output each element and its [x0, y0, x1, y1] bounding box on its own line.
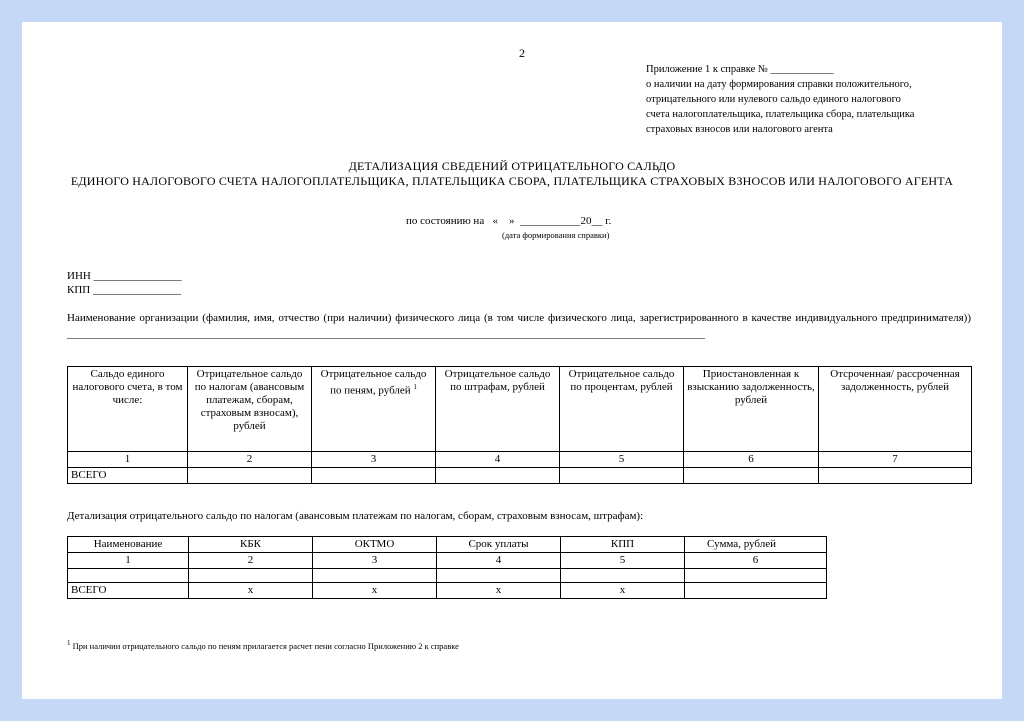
document-title-line-2: ЕДИНОГО НАЛОГОВОГО СЧЕТА НАЛОГОПЛАТЕЛЬЩИКА, ПЛАТЕЛЬЩИКА СБОРА, ПЛАТЕЛЬЩИКА СТРАХОВЫХ ВЗНОСОВ ИЛИ НАЛОГОВОГО АГЕНТА: [70, 174, 954, 188]
column-number: 5: [561, 553, 685, 569]
header-cell: Сальдо единого налогового счета, в том числе:: [68, 367, 188, 452]
header-cell: КПП: [561, 537, 685, 553]
table-header-row: [68, 367, 972, 452]
column-number: 7: [819, 452, 972, 468]
footnote-mark: 1: [67, 639, 71, 647]
header-cell: [312, 367, 436, 452]
column-number: 5: [560, 452, 684, 468]
column-number: 2: [189, 553, 313, 569]
detail-subtitle: Детализация отрицательного сальдо по налогам (авансовым платежам по налогам, сборам, страховым взносам, штрафам):: [67, 510, 644, 522]
as-of-date: по состоянию на « » ___________20__ г.: [406, 215, 612, 227]
table-cell: [684, 468, 819, 484]
header-cell: Отрицательное сальдо по налогам (авансовым платежам, сборам, страховым взносам), рублей: [188, 367, 312, 452]
column-number-row: [68, 452, 972, 468]
table-cell: [313, 569, 437, 583]
header-cell: Отсроченная/ рассроченная задолженность, рублей: [819, 367, 972, 452]
appendix-line-3: отрицательного или нулевого сальдо единого налогового: [646, 94, 901, 105]
table-cell: [188, 468, 312, 484]
na-mark: х: [313, 583, 437, 599]
table-cell: [819, 468, 972, 484]
document-title-line-1: ДЕТАЛИЗАЦИЯ СВЕДЕНИЙ ОТРИЦАТЕЛЬНОГО САЛЬДО: [348, 159, 676, 173]
header-cell: ОКТМО: [313, 537, 437, 553]
appendix-line-5: страховых взносов или налогового агента: [646, 124, 833, 135]
column-number: 2: [188, 452, 312, 468]
header-cell: [685, 537, 827, 553]
page-number: 2: [519, 46, 525, 60]
column-number: 6: [685, 553, 827, 569]
column-number: 3: [312, 452, 436, 468]
inn-field: ИНН ________________: [67, 270, 182, 282]
column-number: 4: [437, 553, 561, 569]
table-cell: [685, 583, 827, 599]
header-cell: Срок уплаты: [437, 537, 561, 553]
table-cell: [437, 569, 561, 583]
appendix-note: [646, 62, 976, 137]
table-row: [68, 569, 827, 583]
appendix-line-4: счета налогоплательщика, плательщика сбора, плательщика: [646, 109, 915, 120]
total-label: ВСЕГО: [68, 583, 189, 599]
na-mark: х: [189, 583, 313, 599]
header-cell: Наименование: [68, 537, 189, 553]
table-cell: [312, 468, 436, 484]
total-row: [68, 468, 972, 484]
na-mark: х: [561, 583, 685, 599]
total-label: ВСЕГО: [68, 468, 188, 484]
column-number: 3: [313, 553, 437, 569]
total-row: [68, 583, 827, 599]
column-number: 1: [68, 452, 188, 468]
saldo-summary-table: [67, 366, 972, 484]
appendix-line-1: Приложение 1 к справке № ____________: [646, 64, 834, 75]
saldo-detail-table: [67, 536, 827, 599]
column-number: 6: [684, 452, 819, 468]
header-cell: Отрицательное сальдо по штрафам, рублей: [436, 367, 560, 452]
na-mark: х: [437, 583, 561, 599]
column-number: 1: [68, 553, 189, 569]
footnote-text: При наличии отрицательного сальдо по пеням прилагается расчет пени согласно Приложению 2 к справке: [70, 640, 459, 651]
header-text: Сумма, рублей: [707, 538, 776, 550]
kpp-field: КПП ________________: [67, 284, 181, 296]
as-of-date-hint: (дата формирования справки): [502, 230, 610, 240]
document-page: [22, 22, 1002, 699]
footnote: [67, 639, 459, 651]
organization-name-field: Наименование организации (фамилия, имя, отчество (при наличии) физического лица (в том числе физического лица, зарегистрированного в качестве индивидуального предпринимателя)) ____________________________________________________________________________________________________________________: [67, 312, 971, 340]
table-cell: [68, 569, 189, 583]
header-text: Отрицательное сальдо по пеням, рублей: [320, 368, 427, 397]
table-cell: [189, 569, 313, 583]
table-header-row: [68, 537, 827, 553]
column-number: 4: [436, 452, 560, 468]
header-cell: КБК: [189, 537, 313, 553]
table-cell: [436, 468, 560, 484]
appendix-line-2: о наличии на дату формирования справки положительного,: [646, 79, 912, 90]
header-cell: Отрицательное сальдо по процентам, рублей: [560, 367, 684, 452]
table-cell: [685, 569, 827, 583]
table-cell: [560, 468, 684, 484]
column-number-row: [68, 553, 827, 569]
header-cell: Приостановленная к взысканию задолженность, рублей: [684, 367, 819, 452]
footnote-mark: 1: [413, 383, 417, 391]
table-cell: [561, 569, 685, 583]
